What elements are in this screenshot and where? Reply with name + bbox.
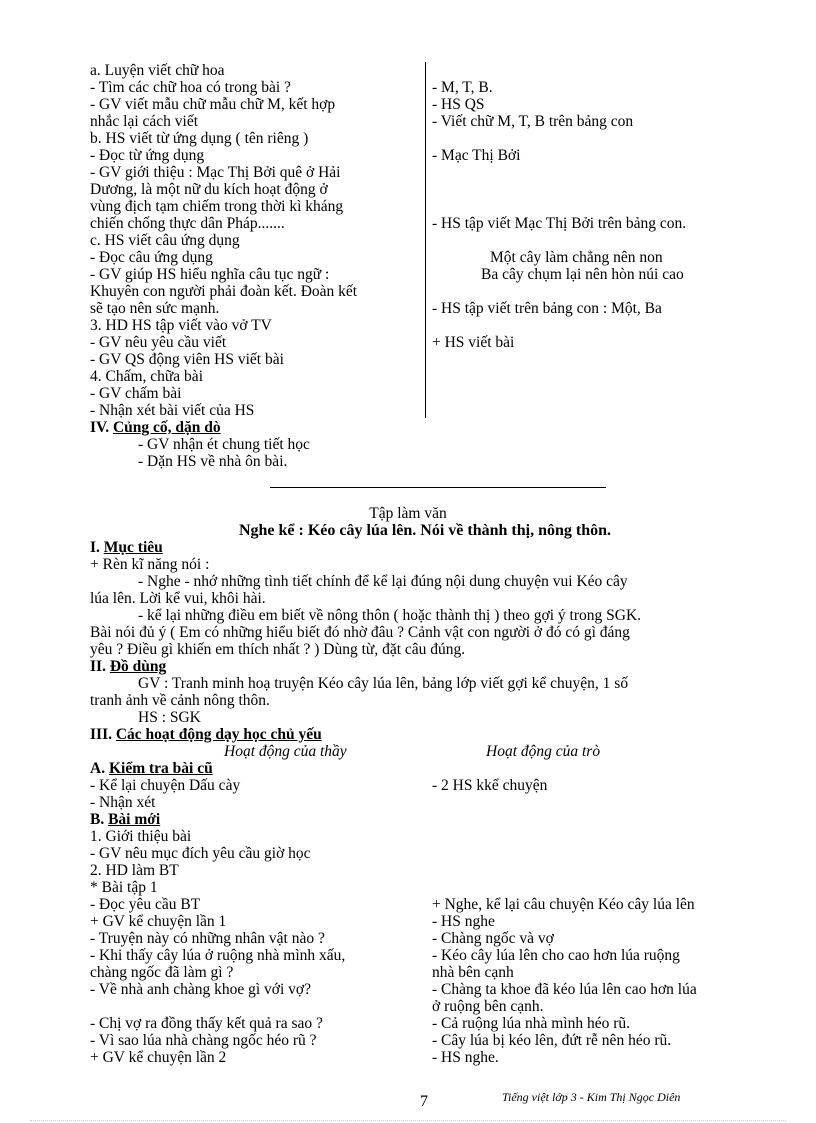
column-divider <box>425 62 426 418</box>
section-heading: I. Mục tiêu <box>90 539 163 556</box>
text-line: nhắc lại cách viết <box>90 113 199 130</box>
proverb-line: Ba cây chụm lại nên hòn núi cao <box>481 266 684 283</box>
text-line: 1. Giới thiệu bài <box>90 828 192 845</box>
text-line: - GV viết mẫu chữ mẫu chữ M, kết hợp <box>90 96 336 113</box>
text-line: - GV chấm bài <box>90 385 182 402</box>
section-heading: IV. Củng cố, dặn dò <box>90 419 221 436</box>
text-line: 3. HD HS tập viết vào vở TV <box>90 317 272 334</box>
text-line: - GV nhận ét chung tiết học <box>138 436 310 453</box>
text-line: - Đọc yêu cầu BT <box>90 896 201 913</box>
text-line: - GV giới thiệu : Mạc Thị Bởi quê ở Hải <box>90 164 341 181</box>
text-line: - Dặn HS về nhà ôn bài. <box>138 453 288 470</box>
section-heading: II. Đồ dùng <box>90 658 167 675</box>
text-line: vùng địch tạm chiếm trong thời kì kháng <box>90 198 344 215</box>
text-line: - Cả ruộng lúa nhà mình héo rũ. <box>432 1015 631 1032</box>
text-line: Dương, là một nữ du kích hoạt động ở <box>90 181 328 198</box>
text-line: b. HS viết từ ứng dụng ( tên riêng ) <box>90 130 309 147</box>
text-line: GV : Tranh minh hoạ truyện Kéo cây lúa lên, bảng lớp viết gợi kể chuyện, 1 số <box>138 675 629 692</box>
section-heading: III. Các hoạt động dạy học chủ yếu <box>90 726 322 743</box>
column-header-student: Hoạt động của trò <box>486 743 601 760</box>
text-line: - M, T, B. <box>432 79 493 96</box>
text-line: - HS nghe. <box>432 1049 499 1066</box>
text-line: - Nhận xét <box>90 794 156 811</box>
text-line: nhà bên cạnh <box>432 964 514 981</box>
text-line: + HS viết bài <box>432 334 515 351</box>
footer-text: Tiếng việt lớp 3 - Kim Thị Ngọc Diên <box>502 1090 681 1104</box>
text-line: - HS tập viết trên bảng con : Một, Ba <box>432 300 662 317</box>
text-line: + Rèn kĩ năng nói : <box>90 556 210 573</box>
text-line: chàng ngốc đã làm gì ? <box>90 964 234 981</box>
column-header-teacher: Hoạt động của thầy <box>224 743 347 760</box>
text-line: - GV nêu mục đích yêu cầu giờ học <box>90 845 311 862</box>
text-line: - Chàng ta khoe đã kéo lúa lên cao hơn lúa <box>432 981 697 998</box>
text-line: a. Luyện viết chữ hoa <box>90 62 225 79</box>
text-line: - GV nêu yêu cầu viết <box>90 334 227 351</box>
text-line: tranh ảnh về cảnh nông thôn. <box>90 692 270 709</box>
text-line: + GV kể chuyện lần 2 <box>90 1049 227 1066</box>
text-line: - Chàng ngốc và vợ <box>432 930 554 947</box>
text-line: - Kéo cây lúa lên cho cao hơn lúa ruộng <box>432 947 680 964</box>
text-line: * Bài tập 1 <box>90 879 158 896</box>
text-line: - kể lại những điều em biết về nông thôn ( hoặc thành thị ) theo gợi ý trong SGK. <box>138 607 642 624</box>
separator-line <box>270 487 606 488</box>
text-line: - Đọc từ ứng dụng <box>90 147 205 164</box>
text-line: - Đọc câu ứng dụng <box>90 249 213 266</box>
sub-heading: B. Bài mới <box>90 811 161 828</box>
text-line: - Mạc Thị Bởi <box>432 147 521 164</box>
text-line: lúa lên. Lời kể vui, khôi hài. <box>90 590 266 607</box>
text-line: - Viết chữ M, T, B trên bảng con <box>432 113 634 130</box>
text-line: HS : SGK <box>138 709 201 726</box>
lesson-title: Nghe kể : Kéo cây lúa lên. Nói về thành thị, nông thôn. <box>238 522 612 539</box>
text-line: c. HS viết câu ứng dụng <box>90 232 240 249</box>
text-line: - GV QS động viên HS viết bài <box>90 351 284 368</box>
text-line: - Nhận xét bài viết của HS <box>90 402 255 419</box>
text-line: + Nghe, kể lại câu chuyện Kéo cây lúa lên <box>432 896 695 913</box>
text-line: - Tìm các chữ hoa có trong bài ? <box>90 79 291 96</box>
text-line: sẽ tạo nên sức mạnh. <box>90 300 220 317</box>
text-line: - Về nhà anh chàng khoe gì với vợ? <box>90 981 311 998</box>
text-line: 4. Chấm, chữa bài <box>90 368 203 385</box>
text-line: - Cây lúa bị kéo lên, đứt rễ nên héo rũ. <box>432 1032 672 1049</box>
text-line: Khuyên con người phải đoàn kết. Đoàn kết <box>90 283 358 300</box>
text-line: - HS nghe <box>432 913 495 930</box>
text-line: - Nghe - nhớ những tình tiết chính để kể lại đúng nội dung chuyện vui Kéo cây <box>138 573 628 590</box>
page-number: 7 <box>420 1093 428 1110</box>
footer-rule <box>30 1120 786 1121</box>
proverb-line: Một cây làm chẳng nên non <box>490 249 663 266</box>
sub-heading: A. Kiểm tra bài cũ <box>90 760 213 777</box>
text-line: - Truyện này có những nhân vật nào ? <box>90 930 325 947</box>
text-line: - 2 HS kkể chuyện <box>432 777 548 794</box>
text-line: Bài nói đủ ý ( Em có những hiểu biết đó nhờ đâu ? Cảnh vật con người ở đó có gì đáng <box>90 624 630 641</box>
text-line: - Kể lại chuyện Dấu cày <box>90 777 241 794</box>
text-line: - Vì sao lúa nhà chàng ngốc héo rũ ? <box>90 1032 317 1049</box>
text-line: yêu ? Điều gì khiến em thích nhất ? ) Dùng từ, đặt câu đúng. <box>90 641 466 658</box>
text-line: - HS tập viết Mạc Thị Bởi trên bảng con. <box>432 215 687 232</box>
subject-title: Tập làm văn <box>369 505 447 522</box>
text-line: - HS QS <box>432 96 485 113</box>
text-line: ở ruộng bên cạnh. <box>432 998 544 1015</box>
text-line: 2. HD làm BT <box>90 862 179 879</box>
text-line: - Khi thấy cây lúa ở ruộng nhà mình xấu, <box>90 947 346 964</box>
text-line: - GV giúp HS hiểu nghĩa câu tục ngữ : <box>90 266 330 283</box>
text-line: chiến chống thực dân Pháp....... <box>90 215 285 232</box>
text-line: - Chị vợ ra đồng thấy kết quả ra sao ? <box>90 1015 323 1032</box>
text-line: + GV kể chuyện lần 1 <box>90 913 227 930</box>
